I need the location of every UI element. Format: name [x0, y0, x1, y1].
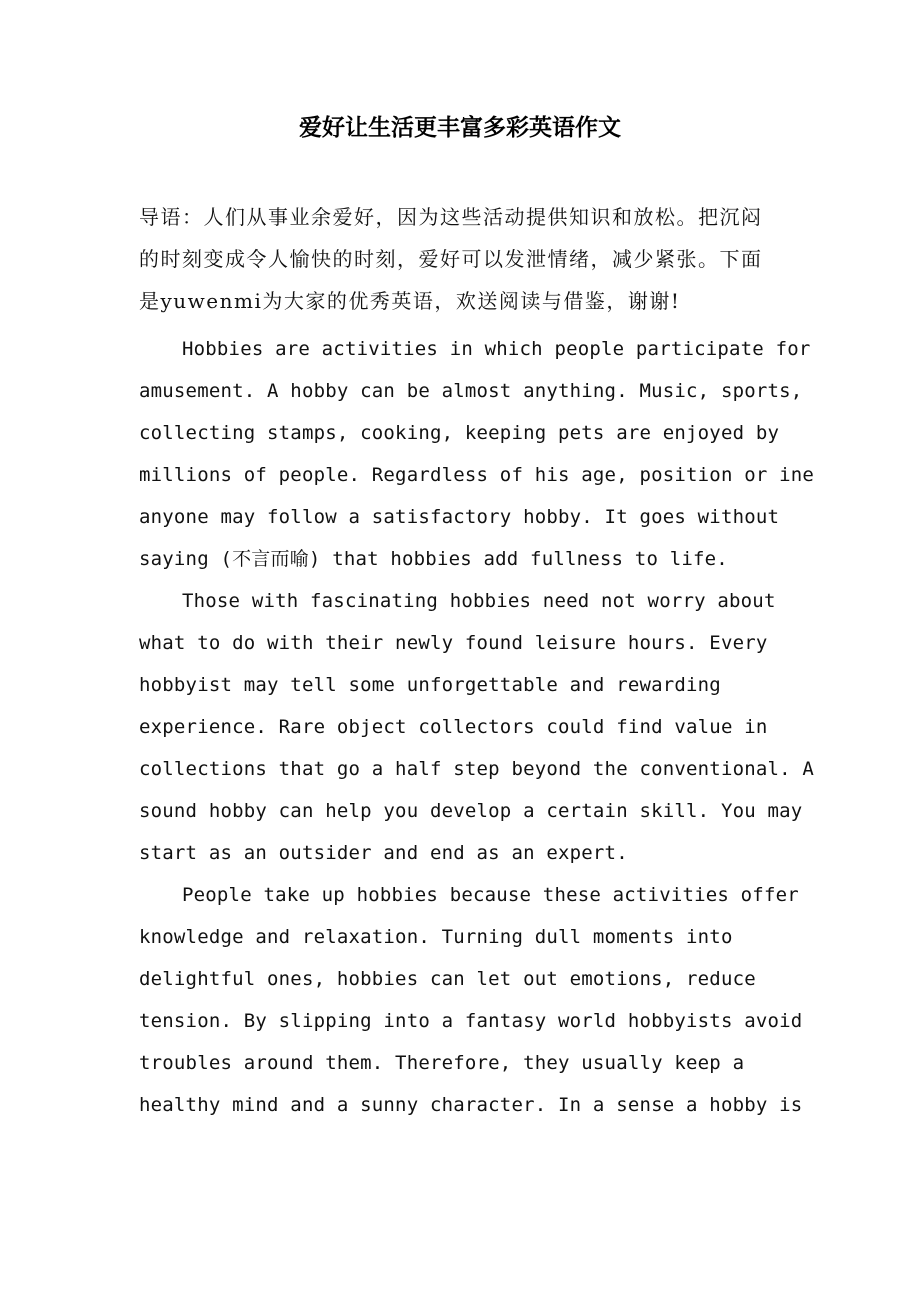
paragraph-line: sound hobby can help you develop a certain skill. You may [139, 800, 803, 822]
paragraph-2 [139, 580, 815, 874]
paragraph-line: millions of people. Regardless of his age, position or ine [139, 464, 815, 486]
paragraph-line: Hobbies are activities in which people participate for [182, 338, 811, 360]
paragraph-line: Those with fascinating hobbies need not worry about [182, 590, 776, 612]
paragraph-line: collecting stamps, cooking, keeping pets are enjoyed by [139, 422, 780, 444]
document-title: 爱好让生活更丰富多彩英语作文 [299, 114, 621, 141]
paragraph-line: what to do with their newly found leisure hours. Every [139, 632, 768, 654]
paragraph-line: hobbyist may tell some unforgettable and rewarding [139, 674, 721, 696]
paragraph-line: collections that go a half step beyond the conventional. A [139, 758, 815, 780]
intro-line: 是yuwenmi为大家的优秀英语，欢送阅读与借鉴，谢谢! [139, 289, 681, 313]
paragraph-line: experience. Rare object collectors could find value in [139, 716, 768, 738]
paragraph-line: delightful ones, hobbies can let out emotions, reduce [139, 968, 756, 990]
paragraph-line: tension. By slipping into a fantasy world hobbyists avoid [139, 1010, 803, 1032]
paragraph-line: amusement. A hobby can be almost anything. Music, sports, [139, 380, 803, 402]
paragraph-line: saying (不言而喻) that hobbies add fullness to life. [139, 548, 728, 570]
intro-line: 的时刻变成令人愉快的时刻，爱好可以发泄情绪，减少紧张。下面 [139, 247, 763, 271]
paragraph-line: anyone may follow a satisfactory hobby. It goes without [139, 506, 780, 528]
paragraph-3 [139, 874, 803, 1126]
intro-line: 导语：人们从事业余爱好，因为这些活动提供知识和放松。把沉闷 [139, 205, 763, 229]
paragraph-1 [139, 328, 815, 580]
paragraph-line: People take up hobbies because these activities offer [182, 884, 799, 906]
intro-paragraph [139, 196, 779, 322]
paragraph-line: healthy mind and a sunny character. In a sense a hobby is [139, 1094, 803, 1116]
document-body [139, 196, 815, 1126]
paragraph-line: knowledge and relaxation. Turning dull moments into [139, 926, 733, 948]
paragraph-line: start as an outsider and end as an expert. [139, 842, 628, 864]
paragraph-line: troubles around them. Therefore, they usually keep a [139, 1052, 745, 1074]
